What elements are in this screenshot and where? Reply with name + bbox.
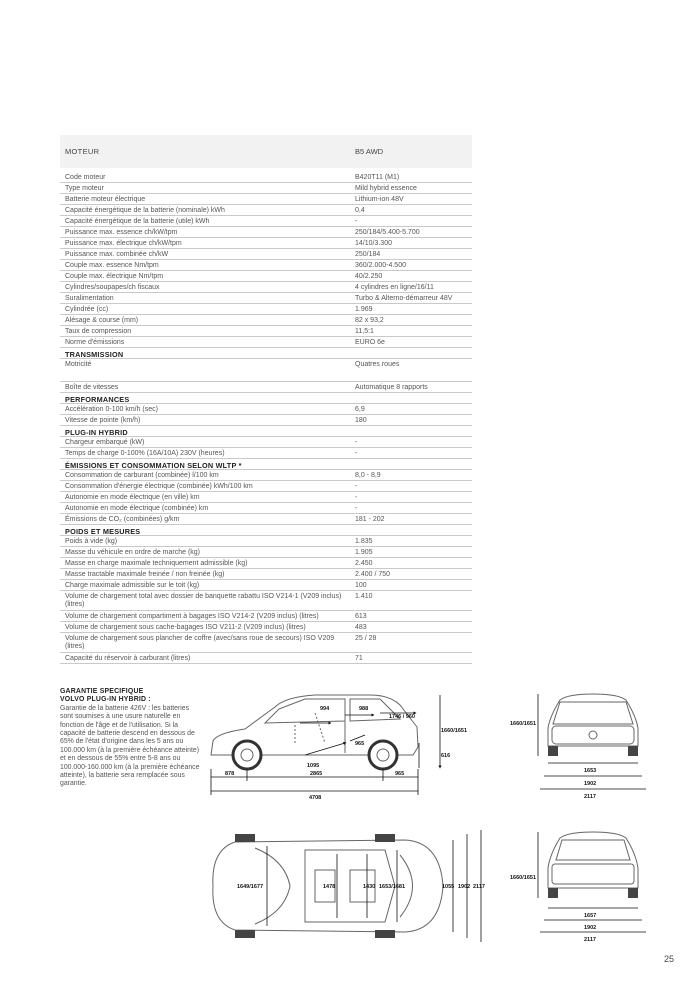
spec-label: Chargeur embarqué (kW) — [65, 438, 145, 446]
spec-label: Volume de chargement sous cache-bagages ISO V211-2 (V209 inclus) (litres) — [65, 623, 306, 631]
spec-label: Motricité — [65, 360, 92, 368]
top-1478: 1478 — [323, 884, 336, 890]
spec-row — [60, 315, 472, 326]
spec-value: Lithium-ion 48V — [355, 195, 404, 203]
spec-row — [60, 558, 472, 569]
spec-value: 483 — [355, 623, 367, 631]
spec-label: Poids à vide (kg) — [65, 537, 118, 545]
spec-label: Volume de chargement total avec dossier de banquette rabattu ISO V214-1 (V209 inclus) (litres) — [65, 592, 342, 608]
page-number: 25 — [664, 954, 675, 964]
spec-label: Cylindres/soupapes/ch fiscaux — [65, 283, 160, 291]
spec-value: Mild hybrid essence — [355, 184, 417, 192]
warranty-body: Garantie de la batterie 426V : les batteries sont soumises à une usure naturelle en fonction de l'âge et de l'utilisation. Si la capacité de batterie descend en dessous de 65% de l'état d'origine dans les 5 ans ou 100.000 km (à la première échéance atteinte) et en dessous de 55% entre 5-8 ans ou 100.000-160.000 km (à la première échéance atteinte), la batterie sera remplacée sous garantie. — [60, 704, 200, 788]
spec-label: Volume de chargement sous plancher de coffre (avec/sans roue de secours) ISO V209 (litres) — [65, 634, 335, 650]
spec-label: Charge maximale admissible sur le toit (kg) — [65, 581, 200, 589]
dim-878: 878 — [225, 771, 235, 777]
spec-value: 4 cylindres en ligne/16/11 — [355, 283, 434, 291]
car-side-outline — [211, 695, 418, 769]
rear-width-1: 1657 — [584, 913, 597, 919]
spec-label: Vitesse de pointe (km/h) — [65, 416, 141, 424]
spec-value: 2.450 — [355, 559, 373, 567]
spec-value: 40/2.250 — [355, 272, 383, 280]
spec-row — [60, 227, 472, 238]
spec-value: - — [355, 217, 358, 225]
front-width-3: 2117 — [584, 794, 596, 800]
spec-table — [60, 135, 472, 664]
spec-value: 250/184/5.400-5.700 — [355, 228, 420, 236]
section-header — [60, 426, 472, 437]
spec-value: - — [355, 493, 358, 501]
spec-label: Autonomie en mode électrique (en ville) km — [65, 493, 200, 501]
section-label: POIDS ET MESURES — [65, 526, 141, 536]
spec-row — [60, 304, 472, 315]
spec-row — [60, 633, 472, 653]
spec-label: Norme d'émissions — [65, 338, 125, 346]
spec-label: Masse en charge maximale techniquement admissible (kg) — [65, 559, 248, 567]
spec-row — [60, 547, 472, 558]
dim-965: 965 — [395, 771, 405, 777]
spec-value: - — [355, 482, 358, 490]
spec-row — [60, 470, 472, 481]
spec-value: B420T11 (M1) — [355, 173, 400, 181]
spec-row — [60, 194, 472, 205]
spec-row — [60, 536, 472, 547]
spec-label: Capacité énergétique de la batterie (nominale) kWh — [65, 206, 225, 214]
spec-label: Cylindrée (cc) — [65, 305, 109, 313]
spec-row — [60, 514, 472, 525]
spec-value: - — [355, 449, 358, 457]
spec-row — [60, 611, 472, 622]
dim-965-inner: 965 — [355, 741, 365, 747]
spec-label: Capacité du réservoir à carburant (litres) — [65, 654, 191, 662]
dim-1660-1651: 1660/1651 — [441, 728, 467, 734]
dim-1746-960: 1746 / 960 — [389, 714, 415, 720]
section-label: PLUG-IN HYBRID — [65, 427, 128, 437]
front-width-2: 1902 — [584, 781, 597, 787]
spec-row — [60, 622, 472, 633]
spec-row — [60, 437, 472, 448]
spec-label: Masse tractable maximale freinée / non freinée (kg) — [65, 570, 225, 578]
spec-row — [60, 260, 472, 271]
spec-row — [60, 591, 472, 611]
rear-width-3: 2117 — [584, 937, 596, 943]
spec-label: Temps de charge 0-100% (16A/10A) 230V (heures) — [65, 449, 225, 457]
top-1653-1681: 1653/1681 — [379, 884, 405, 890]
spec-row — [60, 337, 472, 348]
spec-label: Accélération 0-100 km/h (sec) — [65, 405, 158, 413]
dim-616: 616 — [441, 753, 451, 759]
spec-value: 14/10/3.300 — [355, 239, 392, 247]
spec-row — [60, 293, 472, 304]
spec-label: Volume de chargement compartiment à bagages ISO V214-2 (V209 inclus) (litres) — [65, 612, 319, 620]
spec-value: Quatres roues — [355, 360, 400, 368]
spec-row — [60, 580, 472, 591]
side-view-diagram — [205, 683, 485, 803]
table-header — [60, 135, 472, 168]
spec-row — [60, 216, 472, 227]
section-header — [60, 459, 472, 470]
spec-label: Émissions de CO₂ (combinées) g/km — [65, 515, 180, 523]
car-rear-outline — [548, 832, 638, 898]
spec-label: Taux de compression — [65, 327, 132, 335]
spec-value: 6,9 — [355, 405, 365, 413]
spec-row — [60, 205, 472, 216]
spec-label: Code moteur — [65, 173, 106, 181]
spec-value: 250/184 — [355, 250, 381, 258]
spec-label: Puissance max. essence ch/kW/tpm — [65, 228, 178, 236]
spec-row — [60, 249, 472, 260]
spec-row — [60, 569, 472, 580]
section-label: ÉMISSIONS ET CONSOMMATION SELON WLTP * — [65, 460, 242, 470]
spec-value: 1.835 — [355, 537, 373, 545]
spec-value: 180 — [355, 416, 367, 424]
spec-label: Puissance max. combinée ch/kW — [65, 250, 169, 258]
dim-994: 994 — [320, 706, 330, 712]
spec-row — [60, 271, 472, 282]
front-view-diagram — [508, 688, 668, 808]
spec-value: 1.905 — [355, 548, 373, 556]
spec-value: 25 / 28 — [355, 634, 377, 642]
section-header — [60, 393, 472, 404]
spec-rows — [60, 172, 472, 664]
dim-1095: 1095 — [307, 763, 320, 769]
spec-value: 11,5:1 — [355, 327, 374, 335]
spec-row — [60, 448, 472, 459]
spec-label: Batterie moteur électrique — [65, 195, 146, 203]
spec-row — [60, 382, 472, 393]
spec-label: Autonomie en mode électrique (combinée) km — [65, 504, 209, 512]
dim-2865: 2865 — [310, 771, 323, 777]
section-header — [60, 348, 472, 359]
spec-label: Couple max. électrique Nm/tpm — [65, 272, 164, 280]
spec-value: 0,4 — [355, 206, 365, 214]
spec-row — [60, 238, 472, 249]
spec-value: EURO 6e — [355, 338, 385, 346]
spec-value: 100 — [355, 581, 367, 589]
top-view-diagram — [205, 830, 495, 942]
header-engine-label: MOTEUR — [65, 147, 100, 156]
spec-label: Masse du véhicule en ordre de marche (kg) — [65, 548, 201, 556]
spec-value: 181 - 202 — [355, 515, 385, 523]
spec-label: Consommation d'énergie électrique (combinée) kWh/100 km — [65, 482, 253, 490]
spec-row — [60, 359, 472, 382]
top-1902: 1902 — [458, 884, 471, 890]
spec-label: Couple max. essence Nm/tpm — [65, 261, 159, 269]
spec-value: - — [355, 504, 358, 512]
top-1649-1677: 1649/1677 — [237, 884, 263, 890]
warranty-title-1: GARANTIE SPECIFIQUE — [60, 688, 144, 695]
spec-label: Puissance max. électrique ch/kW/tpm — [65, 239, 182, 247]
spec-row — [60, 492, 472, 503]
rear-height: 1660/1651 — [510, 875, 536, 881]
rear-view-diagram — [508, 826, 668, 946]
warranty-note — [60, 688, 200, 789]
spec-row — [60, 183, 472, 194]
spec-label: Type moteur — [65, 184, 104, 192]
spec-label: Consommation de carburant (combinée) l/100 km — [65, 471, 219, 479]
dim-988: 988 — [359, 706, 369, 712]
front-width-1: 1653 — [584, 768, 597, 774]
car-front-outline — [548, 694, 638, 756]
section-label: TRANSMISSION — [65, 349, 124, 359]
spec-label: Boîte de vitesses — [65, 383, 119, 391]
spec-row — [60, 326, 472, 337]
spec-value: 82 x 93,2 — [355, 316, 384, 324]
rear-width-2: 1902 — [584, 925, 597, 931]
spec-row — [60, 415, 472, 426]
spec-value: 71 — [355, 654, 363, 662]
section-label: PERFORMANCES — [65, 394, 130, 404]
header-model-label: B5 AWD — [355, 147, 384, 156]
spec-row — [60, 172, 472, 183]
spec-row — [60, 481, 472, 492]
section-header — [60, 525, 472, 536]
spec-value: Automatique 8 rapports — [355, 383, 428, 391]
front-height: 1660/1651 — [510, 721, 536, 727]
spec-row — [60, 503, 472, 514]
spec-value: 2.400 / 750 — [355, 570, 391, 578]
spec-row — [60, 282, 472, 293]
top-1055: 1055 — [442, 884, 455, 890]
top-2117: 2117 — [473, 884, 485, 890]
spec-value: 1.969 — [355, 305, 373, 313]
spec-label: Alésage & course (mm) — [65, 316, 139, 324]
spec-row — [60, 404, 472, 415]
dim-4708: 4708 — [309, 795, 322, 801]
spec-value: 1.410 — [355, 592, 373, 600]
spec-value: 613 — [355, 612, 367, 620]
spec-row — [60, 653, 472, 664]
spec-value: Turbo & Alterno-démarreur 48V — [355, 294, 453, 302]
spec-value: 360/2.000-4.500 — [355, 261, 406, 269]
spec-value: - — [355, 438, 358, 446]
spec-label: Capacité énergétique de la batterie (utile) kWh — [65, 217, 210, 225]
spec-value: 8,0 - 8,9 — [355, 471, 381, 479]
warranty-title-2: VOLVO PLUG-IN HYBRID : — [60, 696, 151, 704]
spec-label: Suralimentation — [65, 294, 114, 302]
top-1430: 1430 — [363, 884, 376, 890]
